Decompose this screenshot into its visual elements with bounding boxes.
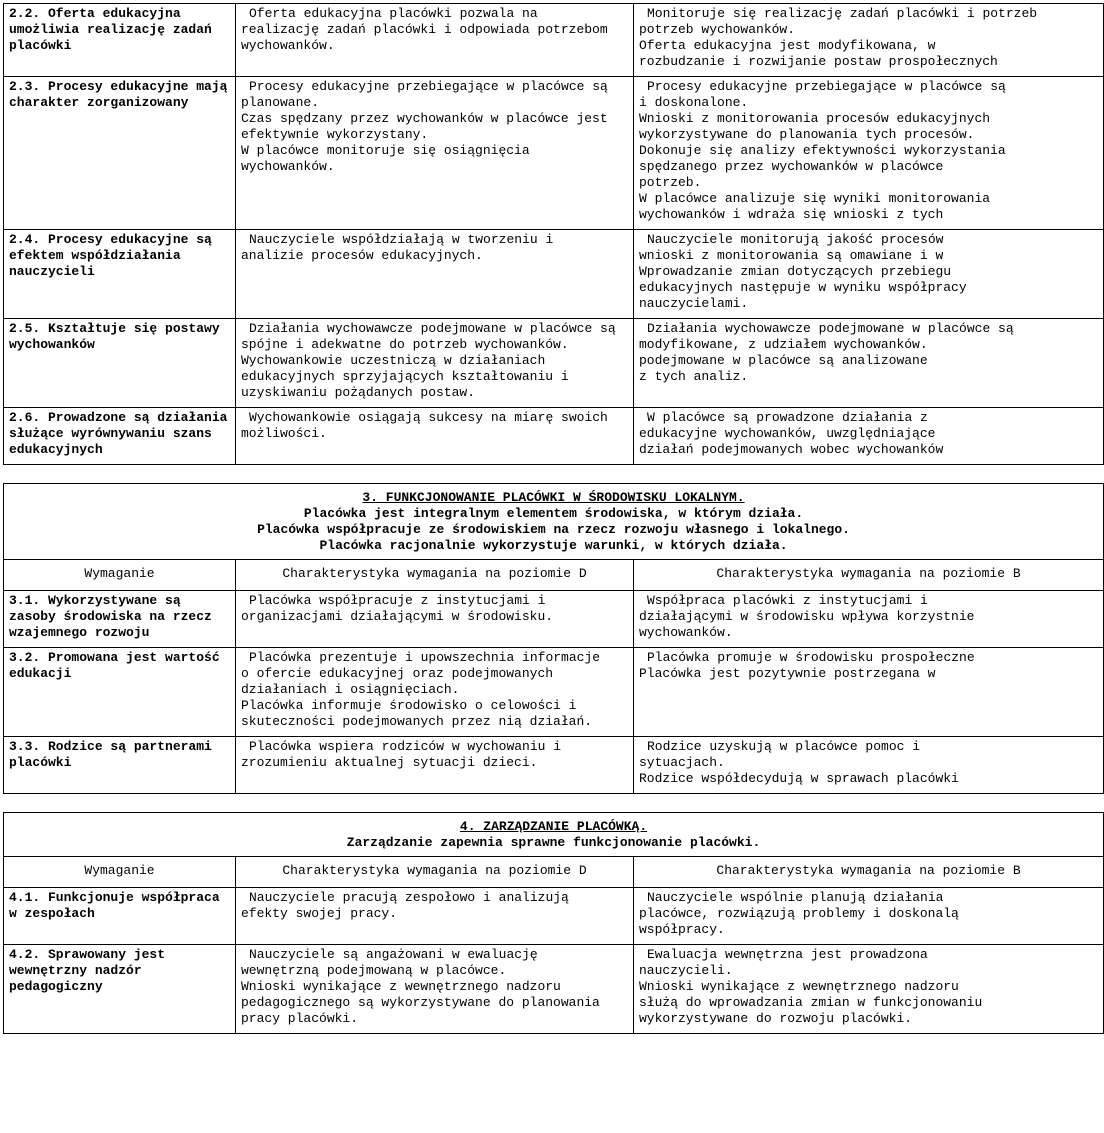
level-d-text-line: Placówka prezentuje i upowszechnia informacje [249, 650, 601, 665]
requirement-row [4, 77, 1104, 230]
level-b-cell [634, 319, 1104, 408]
requirement-cell [4, 77, 236, 230]
section3-subtitle-1: Placówka jest integralnym elementem środowiska, w którym działa. [303, 506, 804, 521]
level-d-text-line: wychowanków. [241, 159, 335, 174]
requirement-text-line: 3.3. Rodzice są partnerami [9, 739, 212, 754]
level-b-text-line: Wnioski wynikające z wewnętrznego nadzoru [639, 979, 959, 994]
requirement-text-line: służące wyrównywaniu szans [9, 426, 212, 441]
level-d-text-line: Placówka współpracuje z instytucjami i [249, 593, 546, 608]
level-b-cell [634, 77, 1104, 230]
requirement-cell [4, 319, 236, 408]
requirement-text-line: 2.4. Procesy edukacyjne są [9, 232, 212, 247]
requirement-text-line: 4.2. Sprawowany jest [9, 947, 166, 962]
requirement-text-line: efektem współdziałania [9, 248, 181, 263]
level-d-text-line: organizacjami działającymi w środowisku. [241, 609, 554, 624]
requirement-text-line: wewnętrzny nadzór [9, 963, 142, 978]
level-b-text-line: W placówce analizuje się wyniki monitorowania [639, 191, 991, 206]
section3-subtitle-2: Placówka współpracuje ze środowiskiem na rzecz rozwoju własnego i lokalnego. [257, 522, 850, 537]
level-d-text-line: uzyskiwaniu pożądanych postaw. [241, 385, 476, 400]
level-b-text-line: potrzeb. [639, 175, 702, 190]
level-b-text-line: edukacyjne wychowanków, uwzględniające [639, 426, 936, 441]
section4-body [4, 813, 1104, 1034]
requirement-text-line: wychowanków [9, 337, 95, 352]
section4-heading [4, 813, 1104, 857]
level-b-text-line: wychowanków. [639, 625, 733, 640]
requirement-text-line: placówki [9, 755, 72, 770]
level-b-text-line: Nauczyciele wspólnie planują działania [647, 890, 944, 905]
section3-body [4, 484, 1104, 794]
requirement-text-line: 2.2. Oferta edukacyjna [9, 6, 181, 21]
level-b-text-line: nauczycieli. [639, 963, 733, 978]
requirement-row [4, 945, 1104, 1034]
level-b-text-line: potrzeb wychowanków. [639, 22, 796, 37]
requirement-text-line: 4.1. Funkcjonuje współpraca [9, 890, 220, 905]
section3-table [3, 483, 1104, 794]
section3-heading [4, 484, 1104, 560]
level-b-text-line: nauczycielami. [639, 296, 749, 311]
level-b-text-line: Wnioski z monitorowania procesów edukacyjnych [639, 111, 991, 126]
level-d-text-line: efekty swojej pracy. [241, 906, 398, 921]
level-d-cell [236, 408, 634, 465]
section4-column-header-row [4, 857, 1104, 888]
section3-column-header-row [4, 560, 1104, 591]
level-b-text-line: i doskonalone. [639, 95, 749, 110]
level-b-text-line: Ewaluacja wewnętrzna jest prowadzona [647, 947, 928, 962]
level-b-text-line: Współpraca placówki z instytucjami i [647, 593, 928, 608]
requirement-row [4, 319, 1104, 408]
level-b-text-line: wnioski z monitorowania są omawiane i w [639, 248, 944, 263]
section3-subtitle-3: Placówka racjonalnie wykorzystuje warunki, w których działa. [319, 538, 788, 553]
level-d-text-line: wychowanków. [241, 38, 335, 53]
requirement-row [4, 408, 1104, 465]
requirement-text-line: nauczycieli [9, 264, 95, 279]
requirement-cell [4, 4, 236, 77]
level-d-text-line: wewnętrzną podejmowaną w placówce. [241, 963, 507, 978]
section3-heading-row [4, 484, 1104, 560]
level-d-text-line: pedagogicznego są wykorzystywane do planowania [241, 995, 600, 1010]
level-b-cell [634, 888, 1104, 945]
section4-table [3, 812, 1104, 1034]
level-b-text-line: wychowanków i wdraża się wnioski z tych [639, 207, 944, 222]
level-d-text-line: skuteczności podejmowanych przez nią działań. [241, 714, 593, 729]
requirement-text-line: 2.3. Procesy edukacyjne mają [9, 79, 228, 94]
level-b-text-line: Placówka promuje w środowisku prospołeczne [647, 650, 975, 665]
requirement-text-line: edukacji [9, 666, 72, 681]
requirement-text-line: wzajemnego rozwoju [9, 625, 150, 640]
requirement-text-line: umożliwia realizację zadań [9, 22, 212, 37]
requirement-text-line: w zespołach [9, 906, 95, 921]
requirement-cell [4, 945, 236, 1034]
level-d-text-line: Działania wychowawcze podejmowane w placówce są [249, 321, 616, 336]
level-d-cell [236, 4, 634, 77]
level-b-cell [634, 648, 1104, 737]
level-b-cell [634, 4, 1104, 77]
requirement-text-line: charakter zorganizowany [9, 95, 189, 110]
section4-heading-row [4, 813, 1104, 857]
level-d-text-line: Wychowankowie uczestniczą w działaniach [241, 353, 546, 368]
level-d-text-line: planowane. [241, 95, 320, 110]
level-d-text-line: Oferta edukacyjna placówki pozwala na [249, 6, 538, 21]
requirement-cell [4, 591, 236, 648]
level-d-text-line: możliwości. [241, 426, 327, 441]
level-d-cell [236, 77, 634, 230]
section2-body [4, 4, 1104, 465]
column-header-level-b: Charakterystyka wymagania na poziomie B [634, 560, 1104, 591]
requirement-row [4, 4, 1104, 77]
level-b-text-line: W placówce są prowadzone działania z [647, 410, 928, 425]
level-d-cell [236, 945, 634, 1034]
level-d-text-line: pracy placówki. [241, 1011, 359, 1026]
level-b-text-line: wykorzystywane do rozwoju placówki. [639, 1011, 913, 1026]
level-d-text-line: Czas spędzany przez wychowanków w placówce jest [241, 111, 608, 126]
level-d-text-line: Nauczyciele są angażowani w ewaluację [249, 947, 538, 962]
section4-title: 4. ZARZĄDZANIE PLACÓWKĄ. [459, 819, 648, 834]
level-b-cell [634, 408, 1104, 465]
level-b-cell [634, 230, 1104, 319]
level-b-text-line: Procesy edukacyjne przebiegające w placówce są [647, 79, 1006, 94]
requirement-cell [4, 737, 236, 794]
level-d-text-line: spójne i adekwatne do potrzeb wychowanków. [241, 337, 569, 352]
level-d-cell [236, 319, 634, 408]
level-b-text-line: działań podejmowanych wobec wychowanków [639, 442, 944, 457]
level-b-text-line: Placówka jest pozytywnie postrzegana w [639, 666, 936, 681]
level-b-text-line: współpracy. [639, 922, 725, 937]
requirement-row [4, 737, 1104, 794]
level-b-text-line: Rodzice uzyskują w placówce pomoc i [647, 739, 921, 754]
requirement-text-line: placówki [9, 38, 72, 53]
level-d-text-line: Placówka informuje środowisko o celowości i [241, 698, 577, 713]
level-d-cell [236, 230, 634, 319]
level-d-text-line: działaniach i osiągnięciach. [241, 682, 460, 697]
level-d-text-line: edukacyjnych sprzyjających kształtowaniu i [241, 369, 569, 384]
level-b-text-line: Monitoruje się realizację zadań placówki i potrzeb [647, 6, 1038, 21]
section3-title: 3. FUNKCJONOWANIE PLACÓWKI W ŚRODOWISKU LOKALNYM. [362, 490, 745, 505]
requirement-text-line: 2.5. Kształtuje się postawy [9, 321, 220, 336]
column-header-level-d: Charakterystyka wymagania na poziomie D [236, 560, 634, 591]
level-b-text-line: placówce, rozwiązują problemy i doskonalą [639, 906, 959, 921]
level-d-text-line: Placówka wspiera rodziców w wychowaniu i [249, 739, 562, 754]
level-b-text-line: rozbudzanie i rozwijanie postaw prospołecznych [639, 54, 998, 69]
level-d-text-line: efektywnie wykorzystany. [241, 127, 429, 142]
requirement-row [4, 888, 1104, 945]
level-d-text-line: Nauczyciele współdziałają w tworzeniu i [249, 232, 554, 247]
level-d-text-line: zrozumieniu aktualnej sytuacji dzieci. [241, 755, 538, 770]
requirement-cell [4, 648, 236, 737]
requirement-row [4, 648, 1104, 737]
level-b-text-line: Dokonuje się analizy efektywności wykorzystania [639, 143, 1006, 158]
requirement-text-line: 2.6. Prowadzone są działania [9, 410, 228, 425]
level-d-text-line: Procesy edukacyjne przebiegające w placówce są [249, 79, 608, 94]
level-d-text-line: Wychowankowie osiągają sukcesy na miarę swoich [249, 410, 608, 425]
level-b-text-line: z tych analiz. [639, 369, 749, 384]
level-d-cell [236, 888, 634, 945]
level-b-text-line: Nauczyciele monitorują jakość procesów [647, 232, 944, 247]
level-b-cell [634, 591, 1104, 648]
column-header-level-d: Charakterystyka wymagania na poziomie D [236, 857, 634, 888]
column-header-requirement: Wymaganie [4, 857, 236, 888]
level-b-text-line: modyfikowane, z udziałem wychowanków. [639, 337, 928, 352]
column-header-level-b: Charakterystyka wymagania na poziomie B [634, 857, 1104, 888]
level-d-text-line: realizację zadań placówki i odpowiada potrzebom [241, 22, 608, 37]
level-b-cell [634, 737, 1104, 794]
level-b-text-line: Wprowadzanie zmian dotyczących przebiegu [639, 264, 952, 279]
level-b-text-line: podejmowane w placówce są analizowane [639, 353, 928, 368]
level-d-text-line: Wnioski wynikające z wewnętrznego nadzoru [241, 979, 561, 994]
level-d-text-line: W placówce monitoruje się osiągnięcia [241, 143, 530, 158]
level-d-text-line: o ofercie edukacyjnej oraz podejmowanych [241, 666, 554, 681]
level-d-cell [236, 591, 634, 648]
section4-subtitle: Zarządzanie zapewnia sprawne funkcjonowanie placówki. [346, 835, 761, 850]
requirement-text-line: zasoby środowiska na rzecz [9, 609, 212, 624]
section2-table [3, 3, 1104, 465]
requirement-text-line: pedagogiczny [9, 979, 103, 994]
level-d-cell [236, 737, 634, 794]
level-b-text-line: Oferta edukacyjna jest modyfikowana, w [639, 38, 936, 53]
document-page [3, 3, 1103, 1034]
requirement-cell [4, 408, 236, 465]
level-d-cell [236, 648, 634, 737]
requirement-text-line: edukacyjnych [9, 442, 103, 457]
level-b-text-line: wykorzystywane do planowania tych procesów. [639, 127, 975, 142]
level-b-text-line: edukacyjnych następuje w wyniku współpracy [639, 280, 967, 295]
level-b-text-line: Rodzice współdecydują w sprawach placówki [639, 771, 959, 786]
level-b-text-line: spędzanego przez wychowanków w placówce [639, 159, 944, 174]
level-b-text-line: działającymi w środowisku wpływa korzystnie [639, 609, 975, 624]
requirement-cell [4, 230, 236, 319]
level-d-text-line: analizie procesów edukacyjnych. [241, 248, 483, 263]
column-header-requirement: Wymaganie [4, 560, 236, 591]
requirement-text-line: 3.1. Wykorzystywane są [9, 593, 181, 608]
requirement-row [4, 591, 1104, 648]
requirement-text-line: 3.2. Promowana jest wartość [9, 650, 220, 665]
level-b-cell [634, 945, 1104, 1034]
requirement-row [4, 230, 1104, 319]
level-d-text-line: Nauczyciele pracują zespołowo i analizują [249, 890, 569, 905]
level-b-text-line: sytuacjach. [639, 755, 725, 770]
requirement-cell [4, 888, 236, 945]
level-b-text-line: służą do wprowadzania zmian w funkcjonowaniu [639, 995, 983, 1010]
level-b-text-line: Działania wychowawcze podejmowane w placówce są [647, 321, 1014, 336]
